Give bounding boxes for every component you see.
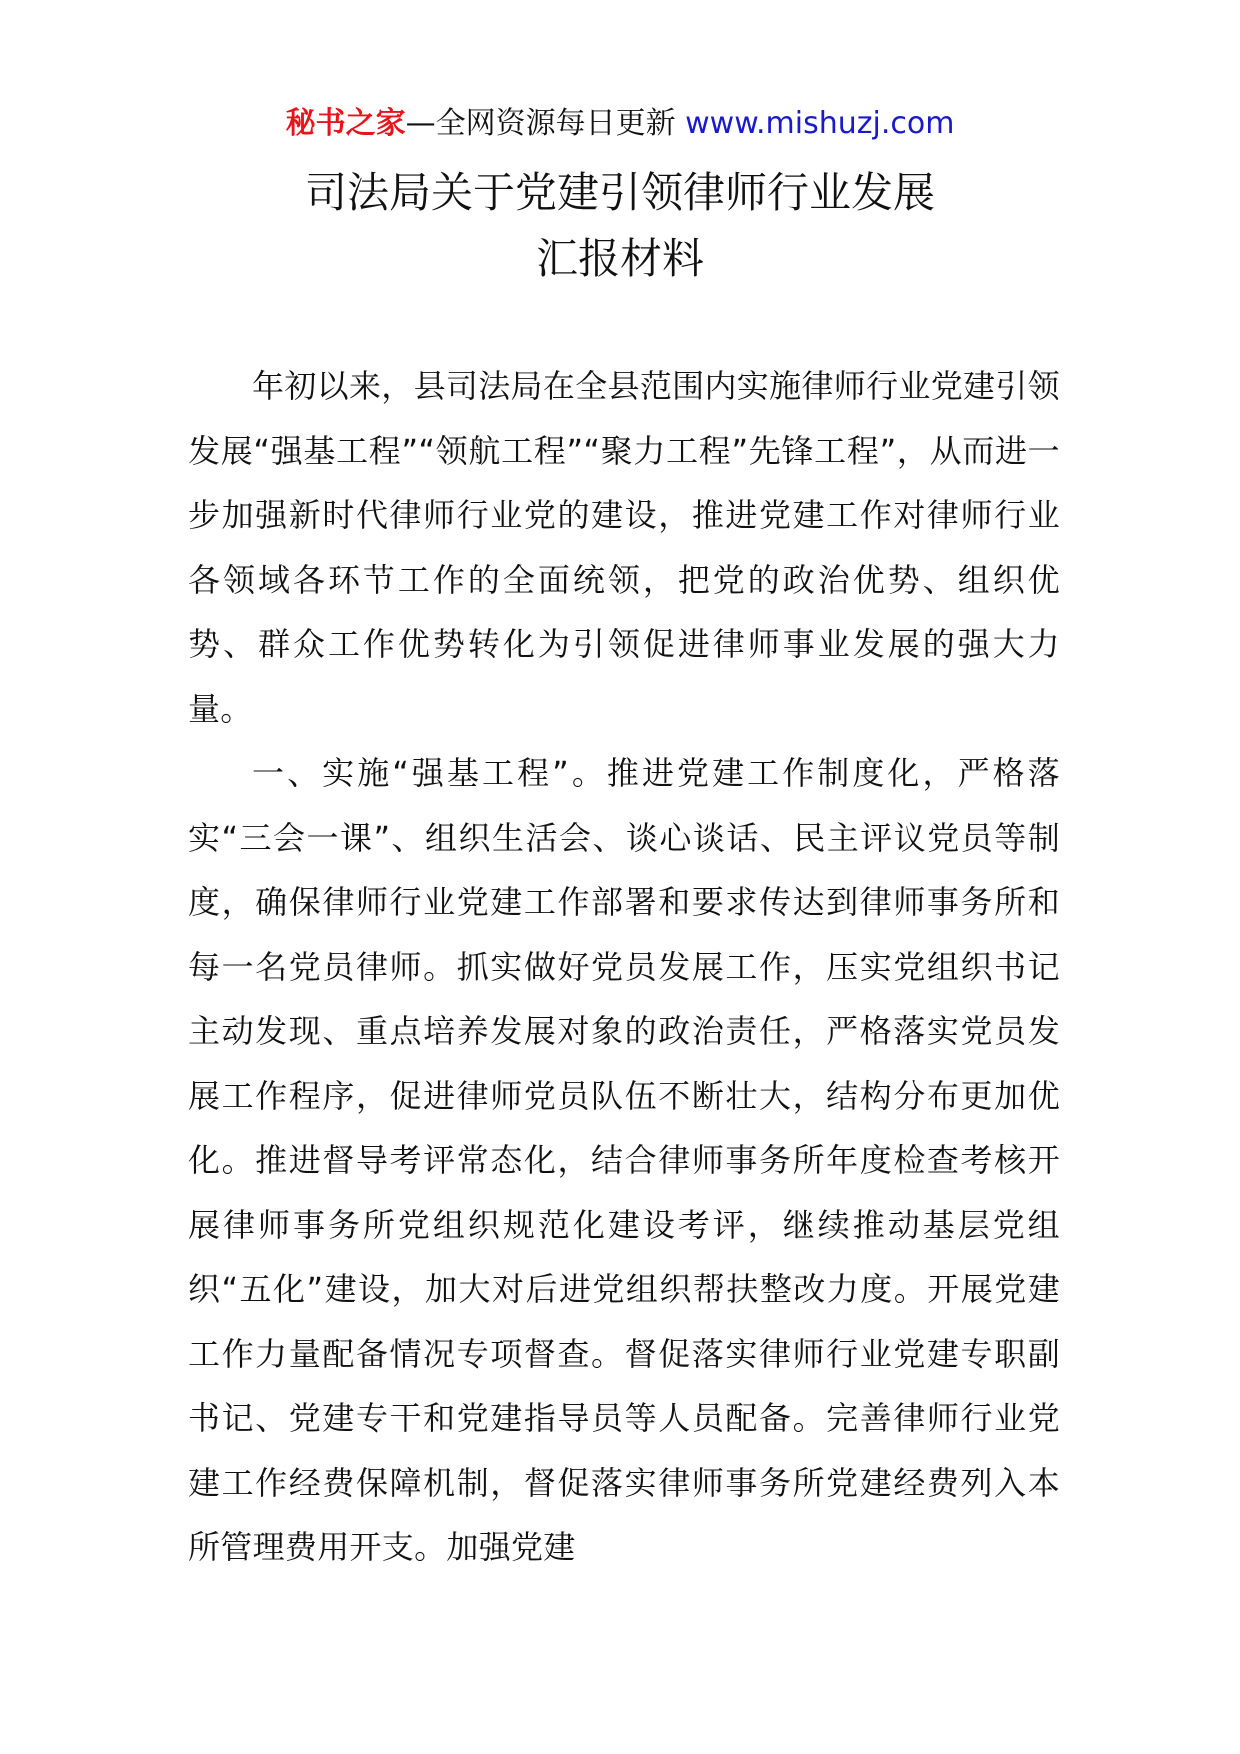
site-brand-name: 秘书之家 (285, 106, 406, 141)
site-tagline: —全网资源每日更新 (405, 106, 686, 141)
body-paragraph-section-1: 一、实施“强基工程”。推进党建工作制度化，严格落实“三会一课”、组织生活会、谈心谈话、民主评议党员等制度，确保律师行业党建工作部署和要求传达到律师事务所和每一名党员律师。抓实做好党员发展工作，压实党组织书记主动发现、重点培养发展对象的政治责任，严格落实党员发展工作程序，促进律师党员队伍不断壮大，结构分布更加优化。推进督导考评常态化，结合律师事务所年度检查考核开展律师事务所党组织规范化建设考评，继续推动基层党组织“五化”建设，加大对后进党组织帮扶整改力度。开展党建工作力量配备情况专项督查。督促落实律师行业党建专职副书记、党建专干和党建指导员等人员配备。完善律师行业党建工作经费保障机制，督促落实律师事务所党建经费列入本所管理费用开支。加强党建 (188, 754, 1060, 1566)
document-body (188, 354, 1060, 1580)
document-title (0, 160, 1240, 292)
document-title-line-1: 司法局关于党建引领律师行业发展 (304, 168, 935, 217)
document-title-line-2: 汇报材料 (535, 234, 704, 283)
site-banner (0, 104, 1240, 144)
body-paragraph-intro: 年初以来，县司法局在全县范围内实施律师行业党建引领发展“强基工程”“领航工程”“聚力工程”先锋工程”，从而进一步加强新时代律师行业党的建设，推进党建工作对律师行业各领域各环节工作的全面统领，把党的政治优势、组织优势、群众工作优势转化为引领促进律师事业发展的强大力量。 (188, 367, 1060, 728)
site-url-link[interactable]: www.mishuzj.com (685, 106, 955, 141)
